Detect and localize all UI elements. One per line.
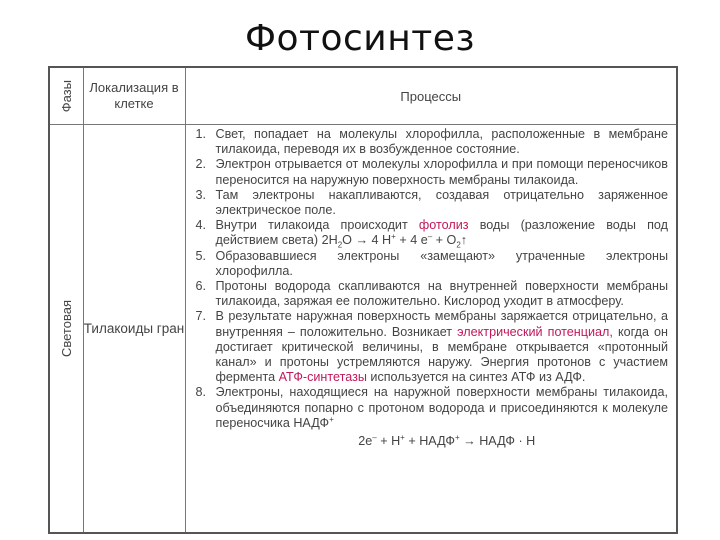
list-item: 2. Электрон отрывается от молекулы хлорофилла и при помощи переносчиков переносится на наружную поверхность мембраны тилакоида. xyxy=(195,157,668,187)
photolysis-equation: $2H_2O \to 4$ H+ + 4 $e^- + O_2↑$ xyxy=(321,232,468,250)
header-localization: Локализация в клетке xyxy=(83,67,185,125)
table-header-row xyxy=(49,67,677,125)
list-item: 5. Образовавшиеся электроны «замещают» утраченные электроны хлорофилла. xyxy=(195,248,668,278)
header-phase: Фазы xyxy=(49,67,83,125)
header-processes: Процессы xyxy=(185,67,677,125)
list-item: 1. Свет, попадает на молекулы хлорофилла, расположенные в мембране тилакоида, переводя их в возбужденное состояние. xyxy=(195,127,668,157)
atp-synthase-term: АТФ-синтетазы xyxy=(278,370,367,385)
processes-cell xyxy=(185,125,677,534)
list-item: 7. В результате наружная поверхность мембраны заряжается отрицательно, а внутренняя – положительно. Возникает электрический потенциал, когда он достигает критической величины, в мембране открывается «протонный канал» и протоны устремляются наружу. Энергия протонов с участием фермента АТФ-синтетазы используется на синтез АТФ из АДФ. xyxy=(195,309,668,385)
table-row xyxy=(49,125,677,534)
list-item: 8. Электроны, находящиеся на наружной поверхности мембраны тилакоида, объединяются попарно с протоном водорода и присоединяются к молекуле переносчика НАДФ+ xyxy=(195,385,668,430)
localization-cell: Тилакоиды гран xyxy=(83,125,185,534)
page-title: Фотосинтез xyxy=(245,18,475,59)
list-item: 3. Там электроны накапливаются, создавая отрицательно заряженное электрическое поле. xyxy=(195,187,668,218)
electric-potential-term: электрический потенциал, xyxy=(457,324,613,339)
phase-cell: Световая xyxy=(49,125,83,534)
photolysis-term: фотолиз xyxy=(418,218,469,233)
nadp-equation: 2e– + H+ + НАДФ+ → НАДФ · H xyxy=(358,432,536,449)
list-item: 6. Протоны водорода скапливаются на внутренней поверхности мембраны тилакоида, заряжая ее положительно. Кислород уходит в атмосферу. xyxy=(195,279,668,309)
list-item: 4. Внутри тилакоида происходит фотолиз воды (разложение воды под действием света) $2H_2O \to 4$ H+ + 4 $e^- + O_2↑$ xyxy=(195,218,668,250)
photosynthesis-table xyxy=(48,66,678,534)
